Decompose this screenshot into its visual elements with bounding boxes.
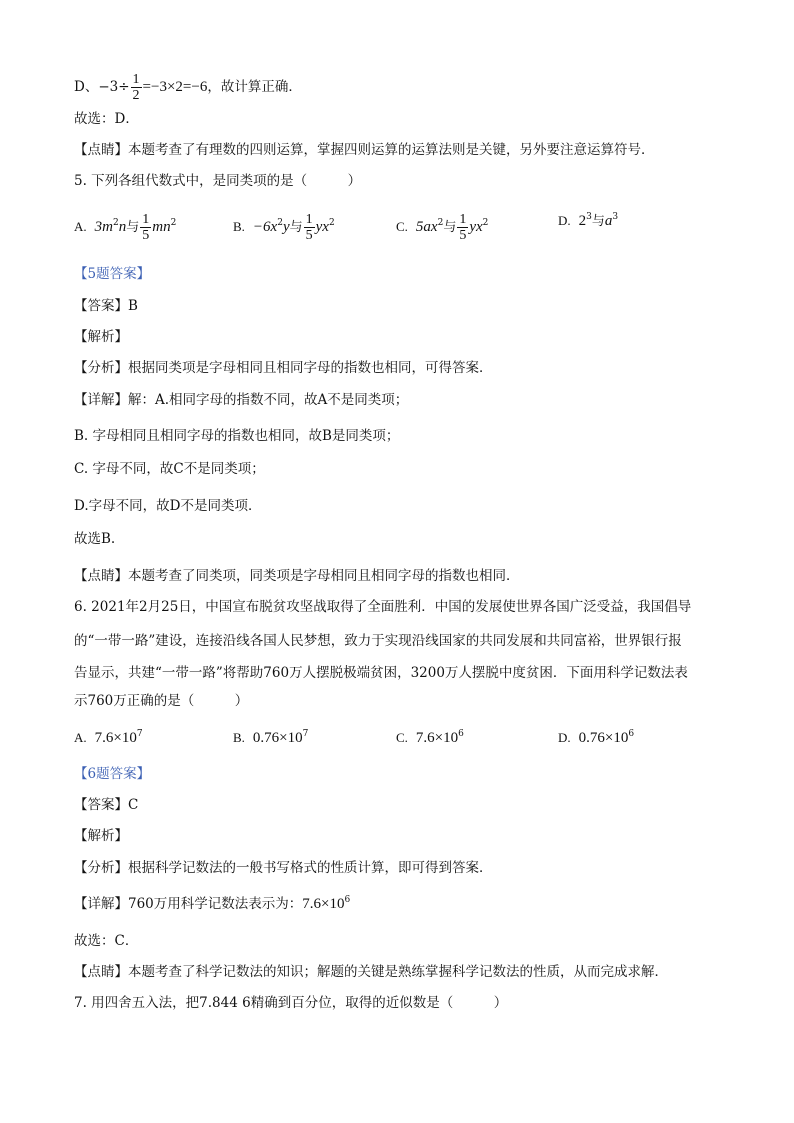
option-label: D. [558,213,571,228]
fraction-denominator: 2 [132,88,140,103]
q6-stem-line-3: 告显示，共建“一带一路”将帮助760万人摆脱极端贫困，3200万人摆脱中度贫困．下面用科学记数法表 [74,665,688,681]
term-right: yx [469,219,483,235]
q5-detail-a: 【详解】解：A.相同字母的指数不同，故A不是同类项； [74,392,409,408]
q7-stem: 7. 用四舍五入法，把7.844 6精确到百分位，取得的近似数是（ ） [74,995,508,1011]
q6-stem-line-1: 6. 2021年2月25日，中国宣布脱贫攻坚战取得了全面胜利．中国的发展使世界各国广泛受益，我国倡导 [74,599,692,615]
fraction: $\frac{1}{5}$ [459,212,467,243]
option-label: B. [233,219,245,234]
q5-option-d: D. $2^3$与$a^3$ [558,212,619,229]
fraction: $\frac{1}{5}$ [142,212,150,243]
d-line-suffix: ，故计算正确． [207,79,302,95]
q5-stem: 5. 下列各组代数式中，是同类项的是（ ） [74,173,362,189]
option-label: C. [396,730,408,745]
option-label: A. [74,219,87,234]
d-line-expression: =−3×2=−6 [142,79,208,95]
q6-option-c: C. $7.6\times 10^6$ [396,729,464,746]
q5-option-b: B. $-6x^2y$与 $\frac{1}{5}$ $yx^2$ [233,212,335,243]
q6-analysis-heading: 【解析】 [74,828,128,844]
q5-detail-d: D.字母不同，故D不是同类项． [74,498,262,514]
d-line-text-prefix: D、−3÷ [74,79,130,95]
fraction-numerator: 1 [132,72,140,87]
q6-answer: 【答案】C [74,797,139,813]
q4-choice: 故选：D． [74,111,139,127]
term-left: 3m [94,219,113,235]
q5-detail-c: C. 字母不同，故C不是同类项； [74,461,265,477]
q5-analysis-heading: 【解析】 [74,329,128,345]
option-label: B. [233,730,245,745]
option-label: A. [74,730,87,745]
q6-stem-line-2: 的“一带一路”建设，连接沿线各国人民梦想，致力于实现沿线国家的共同发展和共同富裕，世界银行报 [74,633,682,649]
q5-option-c: C. $5ax^2$与 $\frac{1}{5}$ $yx^2$ [396,212,489,243]
q6-detail-value: 7.6×10 [302,896,345,912]
q5-detail-b: B. 字母相同且相同字母的指数也相同，故B是同类项； [74,428,400,444]
term-right: a [604,213,613,229]
term-right: mn [152,219,171,235]
term-right: yx [315,219,329,235]
q5-answer-heading: 【5题答案】 [74,266,151,282]
q5-option-a: A. $3m^2n$与 $\frac{1}{5}$ $mn^2$ [74,212,177,243]
option-label: C. [396,219,408,234]
q5-choice: 故选B. [74,531,116,547]
q6-comment: 【点睛】本题考查了科学记数法的知识；解题的关键是熟练掌握科学记数法的性质，从而完成求解． [74,964,668,980]
q6-detail-text: 【详解】760万用科学记数法表示为： [74,896,303,912]
term-left: 5ax [415,219,438,235]
q6-detail: 【详解】760万用科学记数法表示为：$7.6\times 10^6$ [74,895,351,912]
fraction: $\frac{1}{5}$ [305,212,313,243]
option-label: D. [558,730,571,745]
term-left: −6x [252,219,278,235]
q6-option-b: B. $0.76\times 10^7$ [233,729,309,746]
q6-answer-heading: 【6题答案】 [74,766,151,782]
q6-analysis: 【分析】根据科学记数法的一般书写格式的性质计算，即可得到答案． [74,860,493,876]
term-left: 2 [578,213,587,229]
q6-choice: 故选：C． [74,933,139,949]
q5-answer: 【答案】B [74,298,138,314]
q6-option-d: D. $0.76\times 10^6$ [558,729,635,746]
option-d-computation [74,72,302,103]
fraction-half [131,72,142,103]
q4-comment: 【点睛】本题考查了有理数的四则运算，掌握四则运算的运算法则是关键，另外要注意运算符号． [74,142,655,158]
q5-comment: 【点睛】本题考查了同类项，同类项是字母相同且相同字母的指数也相同． [74,568,520,584]
q5-analysis: 【分析】根据同类项是字母相同且相同字母的指数也相同，可得答案． [74,360,493,376]
q6-stem-line-4: 示760万正确的是（ ） [74,693,249,709]
q6-option-a: A. $7.6\times 10^7$ [74,729,143,746]
